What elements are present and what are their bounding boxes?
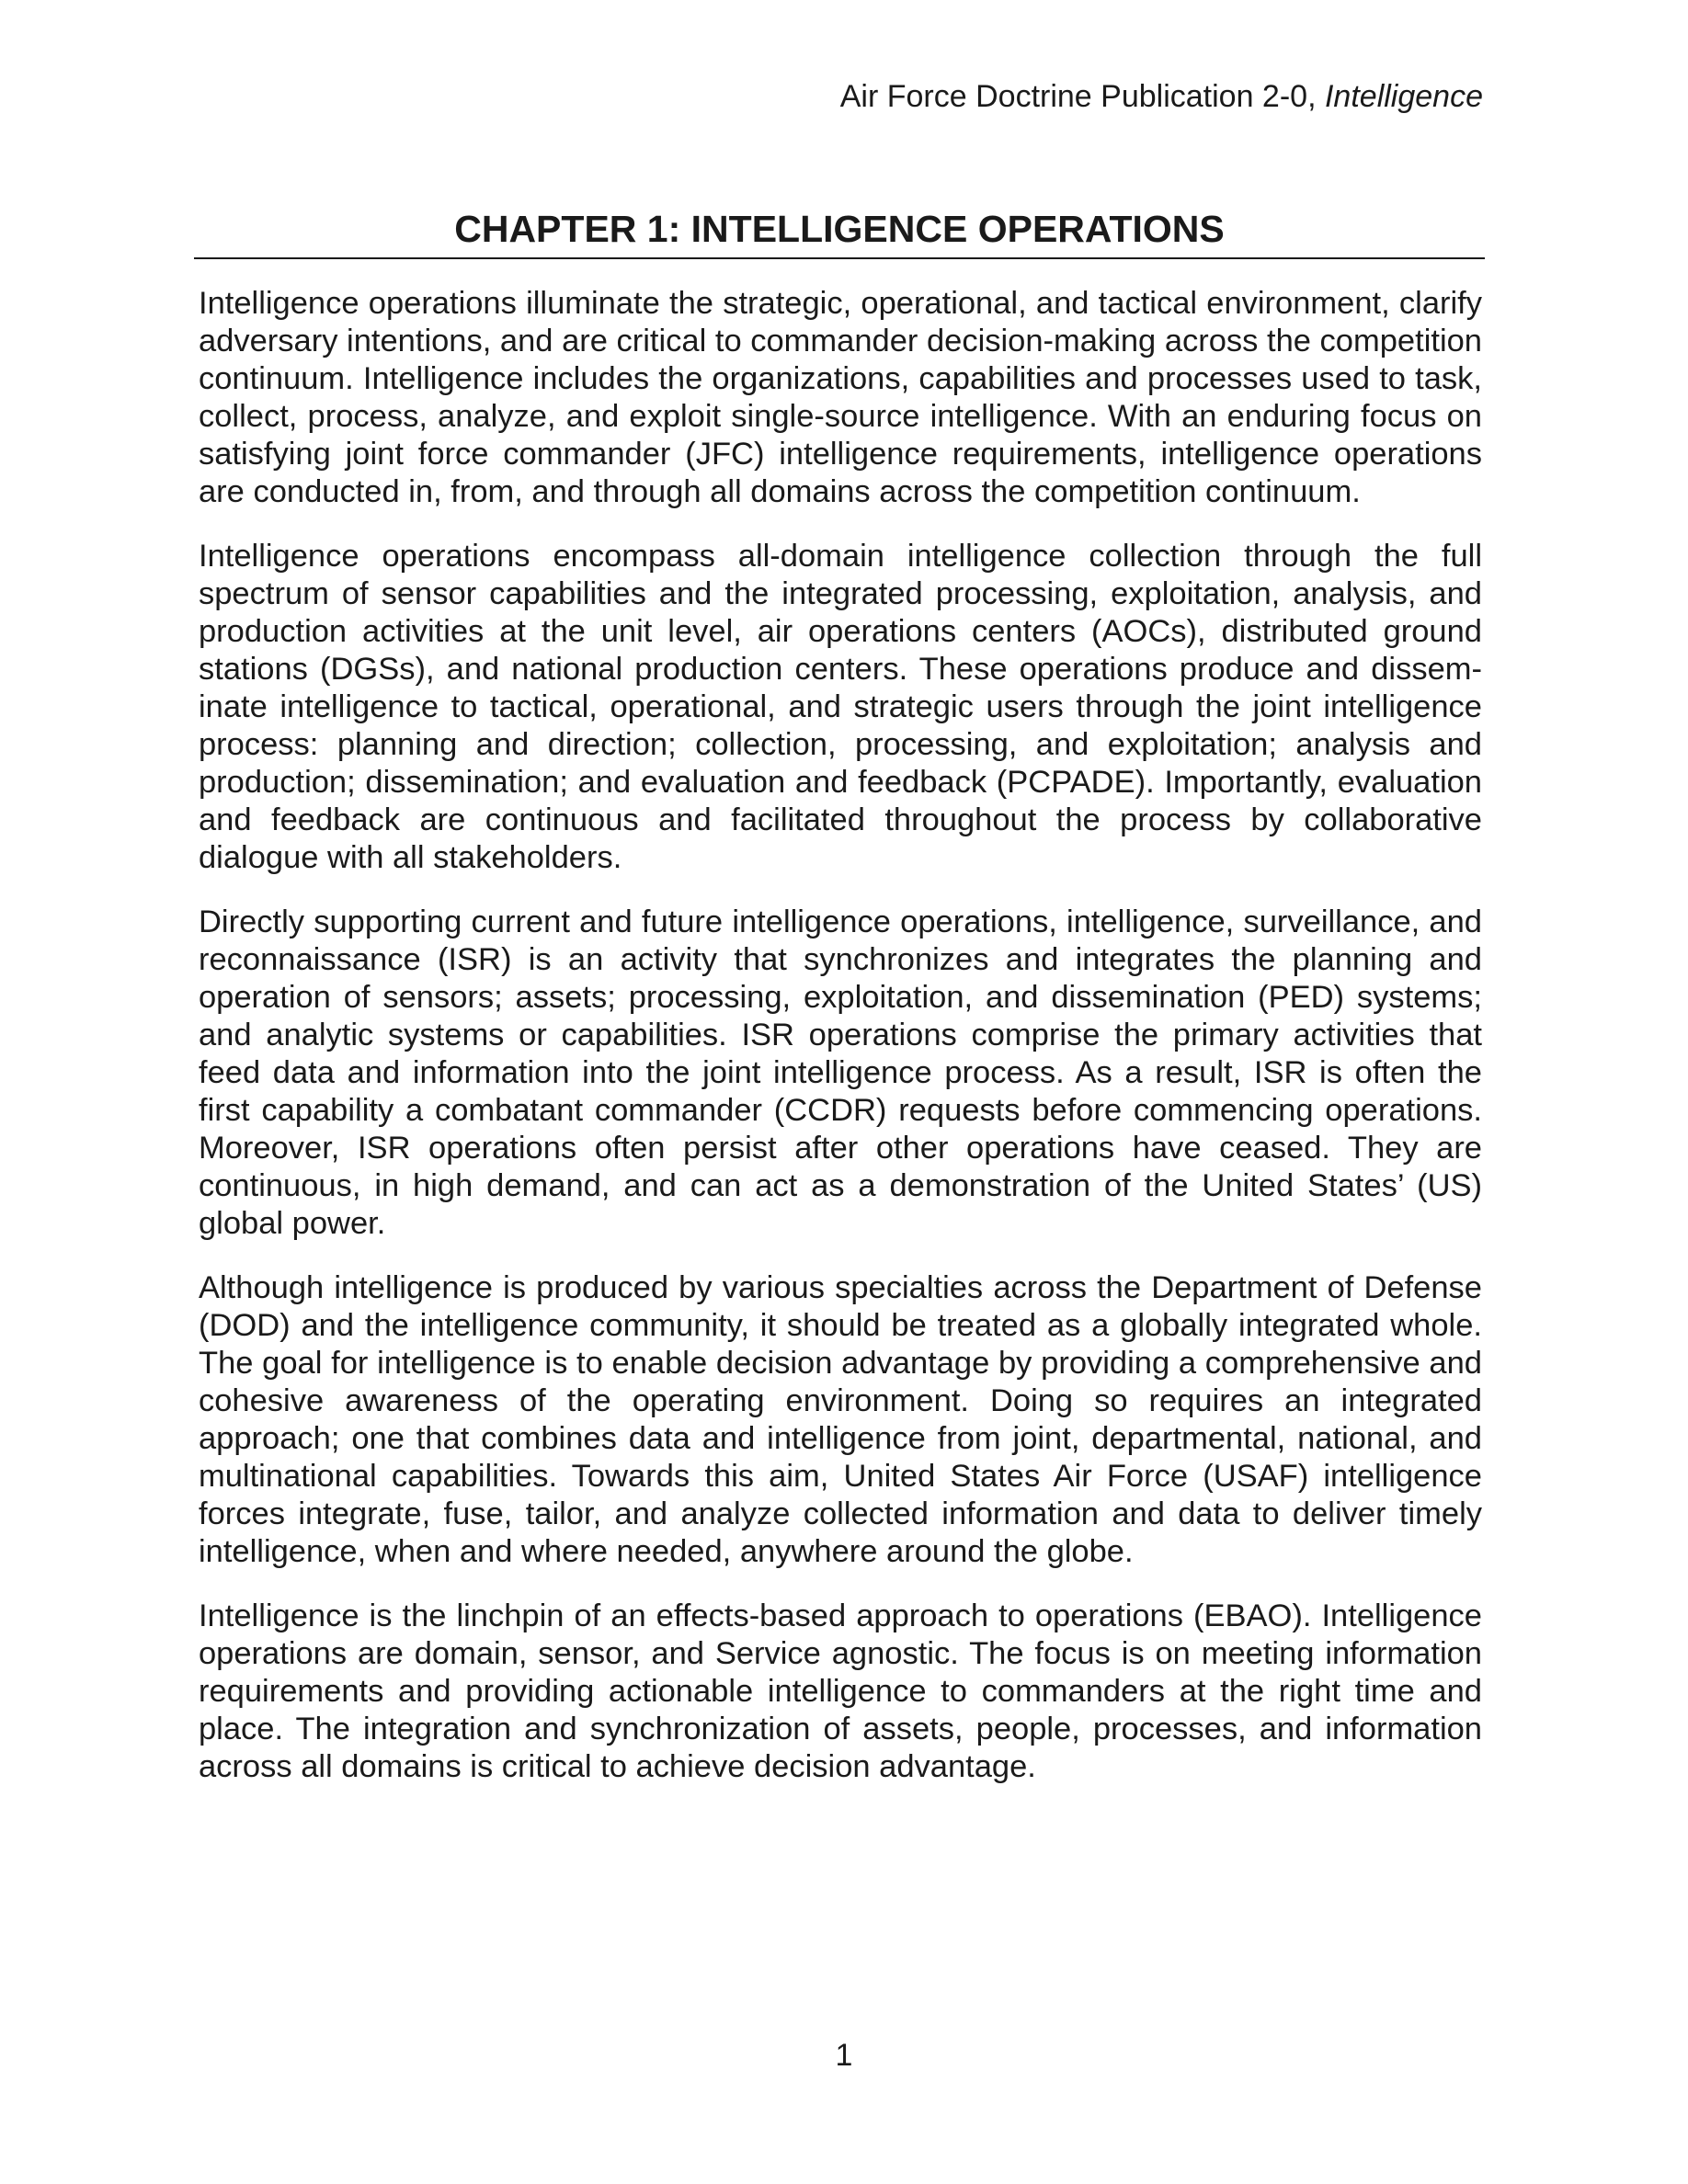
publication-name: Air Force Doctrine Publication 2-0, [839, 79, 1317, 114]
paragraph: Intelligence is the linchpin of an effects-based approach to operations (EBAO). Intelligence operations are domain, sensor, and Service agnostic. The focus is on meeting information requirements and providing actionable intelligence to commanders at the right time and place. The integration and synchronization of assets, people, processes, and information across all domains is critical to achieve decision advantage. [199, 1598, 1482, 1784]
paragraph: Intelligence operations illuminate the strategic, operational, and tactical environment, clarify adversary intentions, and are critical to commander decision-making across the competition continuum. Intelligence includes the organizations, capabilities and processes used to task, collect, process, analyze, and exploit single-source intelligence. With an enduring focus on satisfying joint force commander (JFC) intelligence requirements, intelligence operations are conducted in, from, and through all domains across the competition continuum. [199, 286, 1482, 509]
paragraph: Although intelligence is produced by various specialties across the Department of Defense (DOD) and the intelligence community, it should be treated as a globally integrated whole. The goal for intelligence is to enable decision advantage by providing a comprehensive and cohesive awareness of the operating environment. Doing so requires an integrated approach; one that combines data and intelligence from joint, departmental, national, and multinational capabilities. Towards this aim, United States Air Force (USAF) intelligence forces integrate, fuse, tailor, and analyze collected information and data to deliver timely intelligence, when and where needed, anywhere around the globe. [199, 1270, 1482, 1569]
page-number: 1 [835, 2038, 853, 2073]
chapter-title: CHAPTER 1: INTELLIGENCE OPERATIONS [194, 206, 1485, 259]
running-header [840, 78, 1483, 115]
paragraph: Intelligence operations encompass all-domain intelligence collection through the full spectrum of sensor capabilities and the integrated processing, exploitation, analysis, and production activities at the unit level, air operations centers (AOCs), distributed ground stations (DGSs), and national production centers. These operations produce and disseminate intelligence to tactical, operational, and strategic users through the joint intelligence process: planning and direction; collection, processing, and exploitation; analysis and production; dissemination; and evaluation and feedback (PCPADE). Importantly, evaluation and feedback are continuous and facilitated throughout the process by collaborative dialogue with all stakeholders. [199, 539, 1482, 875]
paragraph: Directly supporting current and future intelligence operations, intelligence, surveillance, and reconnaissance (ISR) is an activity that synchronizes and integrates the planning and operation of sensors; assets; processing, exploitation, and dissemination (PED) systems; and analytic systems or capabilities. ISR operations comprise the primary activities that feed data and information into the joint intelligence process. As a result, ISR is often the first capability a combatant commander (CCDR) requests before commencing operations. Moreover, ISR operations often persist after other operations have ceased. They are continuous, in high demand, and can act as a demonstration of the United States’ (US) global power. [199, 904, 1482, 1241]
publication-title: Intelligence [1324, 79, 1483, 114]
chapter-body [199, 285, 1482, 1813]
